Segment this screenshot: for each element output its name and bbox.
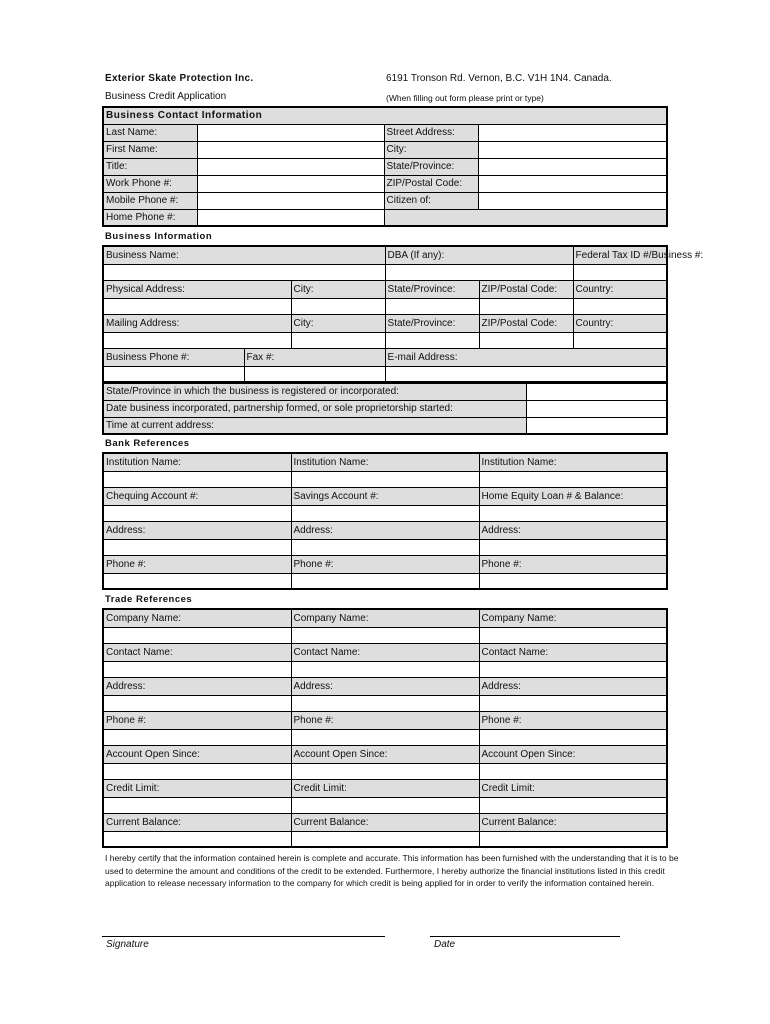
trade-cell-field[interactable] <box>479 831 667 847</box>
bank-cell-field[interactable] <box>103 573 291 589</box>
citizen-of-field[interactable] <box>478 192 667 209</box>
physical-city-field[interactable] <box>291 298 385 314</box>
mailing-address-label: Mailing Address: <box>103 314 291 332</box>
trade-cell-field[interactable] <box>291 797 479 813</box>
citizen-of-label: Citizen of: <box>384 192 478 209</box>
trade-cell-label: Phone #: <box>103 711 291 729</box>
bank-cell-label: Address: <box>291 521 479 539</box>
company-name: Exterior Skate Protection Inc. <box>105 73 254 84</box>
trade-cell-label: Address: <box>291 677 479 695</box>
trade-cell-field[interactable] <box>479 729 667 745</box>
bank-cell-field[interactable] <box>291 505 479 521</box>
bank-cell-label: Home Equity Loan # & Balance: <box>479 487 667 505</box>
trade-cell-label: Account Open Since: <box>103 745 291 763</box>
mailing-address-field[interactable] <box>103 332 291 348</box>
trade-cell-field[interactable] <box>291 627 479 643</box>
trade-cell-label: Credit Limit: <box>479 779 667 797</box>
trade-cell-field[interactable] <box>479 763 667 779</box>
trade-table <box>102 608 668 848</box>
business-phone-label: Business Phone #: <box>103 348 244 366</box>
trade-cell-field[interactable] <box>103 763 291 779</box>
contact-table <box>102 106 668 227</box>
physical-country-label: Country: <box>573 280 667 298</box>
mobile-phone-label: Mobile Phone #: <box>103 192 197 209</box>
first-name-field[interactable] <box>197 141 384 158</box>
trade-section-title: Trade References <box>105 594 193 605</box>
bank-cell-label: Chequing Account #: <box>103 487 291 505</box>
trade-cell-field[interactable] <box>103 695 291 711</box>
physical-state-field[interactable] <box>385 298 479 314</box>
business-details-table <box>102 382 668 435</box>
last-name-field[interactable] <box>197 124 384 141</box>
trade-cell-field[interactable] <box>103 661 291 677</box>
bank-cell-label: Phone #: <box>103 555 291 573</box>
bank-cell-field[interactable] <box>479 505 667 521</box>
bank-cell-label: Institution Name: <box>103 453 291 471</box>
trade-cell-label: Contact Name: <box>103 643 291 661</box>
work-phone-label: Work Phone #: <box>103 175 197 192</box>
bank-cell-label: Address: <box>103 521 291 539</box>
trade-cell-field[interactable] <box>291 831 479 847</box>
last-name-label: Last Name: <box>103 124 197 141</box>
bank-cell-label: Phone #: <box>479 555 667 573</box>
physical-zip-field[interactable] <box>479 298 573 314</box>
contact-filler <box>384 209 667 226</box>
business-phone-field[interactable] <box>103 366 244 382</box>
physical-country-field[interactable] <box>573 298 667 314</box>
home-phone-label: Home Phone #: <box>103 209 197 226</box>
signature-line[interactable] <box>102 936 385 937</box>
business-table <box>102 245 704 383</box>
physical-state-label: State/Province: <box>385 280 479 298</box>
trade-cell-field[interactable] <box>291 763 479 779</box>
trade-cell-field[interactable] <box>291 661 479 677</box>
dba-label: DBA (If any): <box>385 246 573 264</box>
signature-label: Signature <box>106 939 149 950</box>
physical-zip-label: ZIP/Postal Code: <box>479 280 573 298</box>
bank-cell-field[interactable] <box>291 539 479 555</box>
zip-label: ZIP/Postal Code: <box>384 175 478 192</box>
mailing-state-field[interactable] <box>385 332 479 348</box>
trade-cell-field[interactable] <box>103 831 291 847</box>
mobile-phone-field[interactable] <box>197 192 384 209</box>
mailing-city-field[interactable] <box>291 332 385 348</box>
mailing-city-label: City: <box>291 314 385 332</box>
trade-cell-field[interactable] <box>103 797 291 813</box>
zip-field[interactable] <box>478 175 667 192</box>
physical-address-label: Physical Address: <box>103 280 291 298</box>
bank-cell-field[interactable] <box>103 505 291 521</box>
trade-cell-label: Account Open Since: <box>291 745 479 763</box>
bank-cell-label: Address: <box>479 521 667 539</box>
contact-section-title: Business Contact Information <box>103 107 667 124</box>
time-at-address-field[interactable] <box>526 417 667 434</box>
company-address: 6191 Tronson Rd. Vernon, B.C. V1H 1N4. Canada. <box>386 73 612 84</box>
trade-cell-field[interactable] <box>479 797 667 813</box>
bank-cell-label: Phone #: <box>291 555 479 573</box>
bank-cell-field[interactable] <box>291 573 479 589</box>
title-field[interactable] <box>197 158 384 175</box>
email-label: E-mail Address: <box>385 348 667 366</box>
trade-cell-label: Credit Limit: <box>103 779 291 797</box>
mailing-country-label: Country: <box>573 314 667 332</box>
certification-text: I hereby certify that the information contained herein is complete and accurate. This information has been furnished with the understanding that it is to be used to determine the amount and conditions of the credit to be extended. Furthermore, I hereby authorize the financial institutions listed in this credit application to release necessary information to the company for which credit is being applied for in order to verify the information contained herein. <box>105 853 679 888</box>
date-incorporated-field[interactable] <box>526 400 667 417</box>
tax-id-label: Federal Tax ID #/Business #: <box>573 246 667 264</box>
date-incorporated-label: Date business incorporated, partnership formed, or sole proprietorship started: <box>103 400 526 417</box>
city-field[interactable] <box>478 141 667 158</box>
registered-state-field[interactable] <box>526 383 667 400</box>
trade-cell-label: Current Balance: <box>103 813 291 831</box>
bank-cell-field[interactable] <box>103 471 291 487</box>
trade-cell-field[interactable] <box>103 729 291 745</box>
home-phone-field[interactable] <box>197 209 384 226</box>
trade-cell-label: Address: <box>479 677 667 695</box>
mailing-state-label: State/Province: <box>385 314 479 332</box>
trade-cell-field[interactable] <box>291 729 479 745</box>
business-name-field[interactable] <box>103 264 385 280</box>
state-province-field[interactable] <box>478 158 667 175</box>
time-at-address-label: Time at current address: <box>103 417 526 434</box>
trade-cell-label: Credit Limit: <box>291 779 479 797</box>
mailing-zip-field[interactable] <box>479 332 573 348</box>
trade-cell-label: Company Name: <box>291 609 479 627</box>
trade-cell-label: Contact Name: <box>291 643 479 661</box>
fax-field[interactable] <box>244 366 385 382</box>
bank-cell-field[interactable] <box>291 471 479 487</box>
trade-cell-field[interactable] <box>103 627 291 643</box>
form-title: Business Credit Application <box>105 91 227 102</box>
bank-section-title: Bank References <box>105 438 190 449</box>
physical-city-label: City: <box>291 280 385 298</box>
tax-id-field[interactable] <box>573 264 667 280</box>
state-province-label: State/Province: <box>384 158 478 175</box>
business-name-label: Business Name: <box>103 246 385 264</box>
trade-cell-label: Phone #: <box>479 711 667 729</box>
trade-cell-field[interactable] <box>479 627 667 643</box>
trade-cell-label: Contact Name: <box>479 643 667 661</box>
trade-cell-label: Current Balance: <box>291 813 479 831</box>
bank-cell-label: Savings Account #: <box>291 487 479 505</box>
trade-cell-label: Current Balance: <box>479 813 667 831</box>
mailing-country-field[interactable] <box>573 332 667 348</box>
dba-field[interactable] <box>385 264 573 280</box>
trade-cell-field[interactable] <box>291 695 479 711</box>
trade-cell-field[interactable] <box>479 695 667 711</box>
bank-cell-label: Institution Name: <box>479 453 667 471</box>
physical-address-field[interactable] <box>103 298 291 314</box>
date-label: Date <box>434 939 456 950</box>
bank-table <box>102 452 668 590</box>
bank-cell-field[interactable] <box>103 539 291 555</box>
street-address-field[interactable] <box>478 124 667 141</box>
first-name-label: First Name: <box>103 141 197 158</box>
bank-cell-field[interactable] <box>479 573 667 589</box>
work-phone-field[interactable] <box>197 175 384 192</box>
trade-cell-label: Address: <box>103 677 291 695</box>
mailing-zip-label: ZIP/Postal Code: <box>479 314 573 332</box>
trade-cell-field[interactable] <box>479 661 667 677</box>
business-section-title: Business Information <box>105 231 213 242</box>
street-address-label: Street Address: <box>384 124 478 141</box>
trade-cell-label: Company Name: <box>103 609 291 627</box>
title-label: Title: <box>103 158 197 175</box>
form-instruction: (When filling out form please print or type) <box>386 93 544 103</box>
bank-cell-field[interactable] <box>479 539 667 555</box>
city-label: City: <box>384 141 478 158</box>
bank-cell-label: Institution Name: <box>291 453 479 471</box>
email-field[interactable] <box>385 366 667 382</box>
fax-label: Fax #: <box>244 348 385 366</box>
trade-cell-label: Company Name: <box>479 609 667 627</box>
trade-cell-label: Account Open Since: <box>479 745 667 763</box>
bank-cell-field[interactable] <box>479 471 667 487</box>
registered-state-label: State/Province in which the business is registered or incorporated: <box>103 383 526 400</box>
trade-cell-label: Phone #: <box>291 711 479 729</box>
date-line[interactable] <box>430 936 620 937</box>
